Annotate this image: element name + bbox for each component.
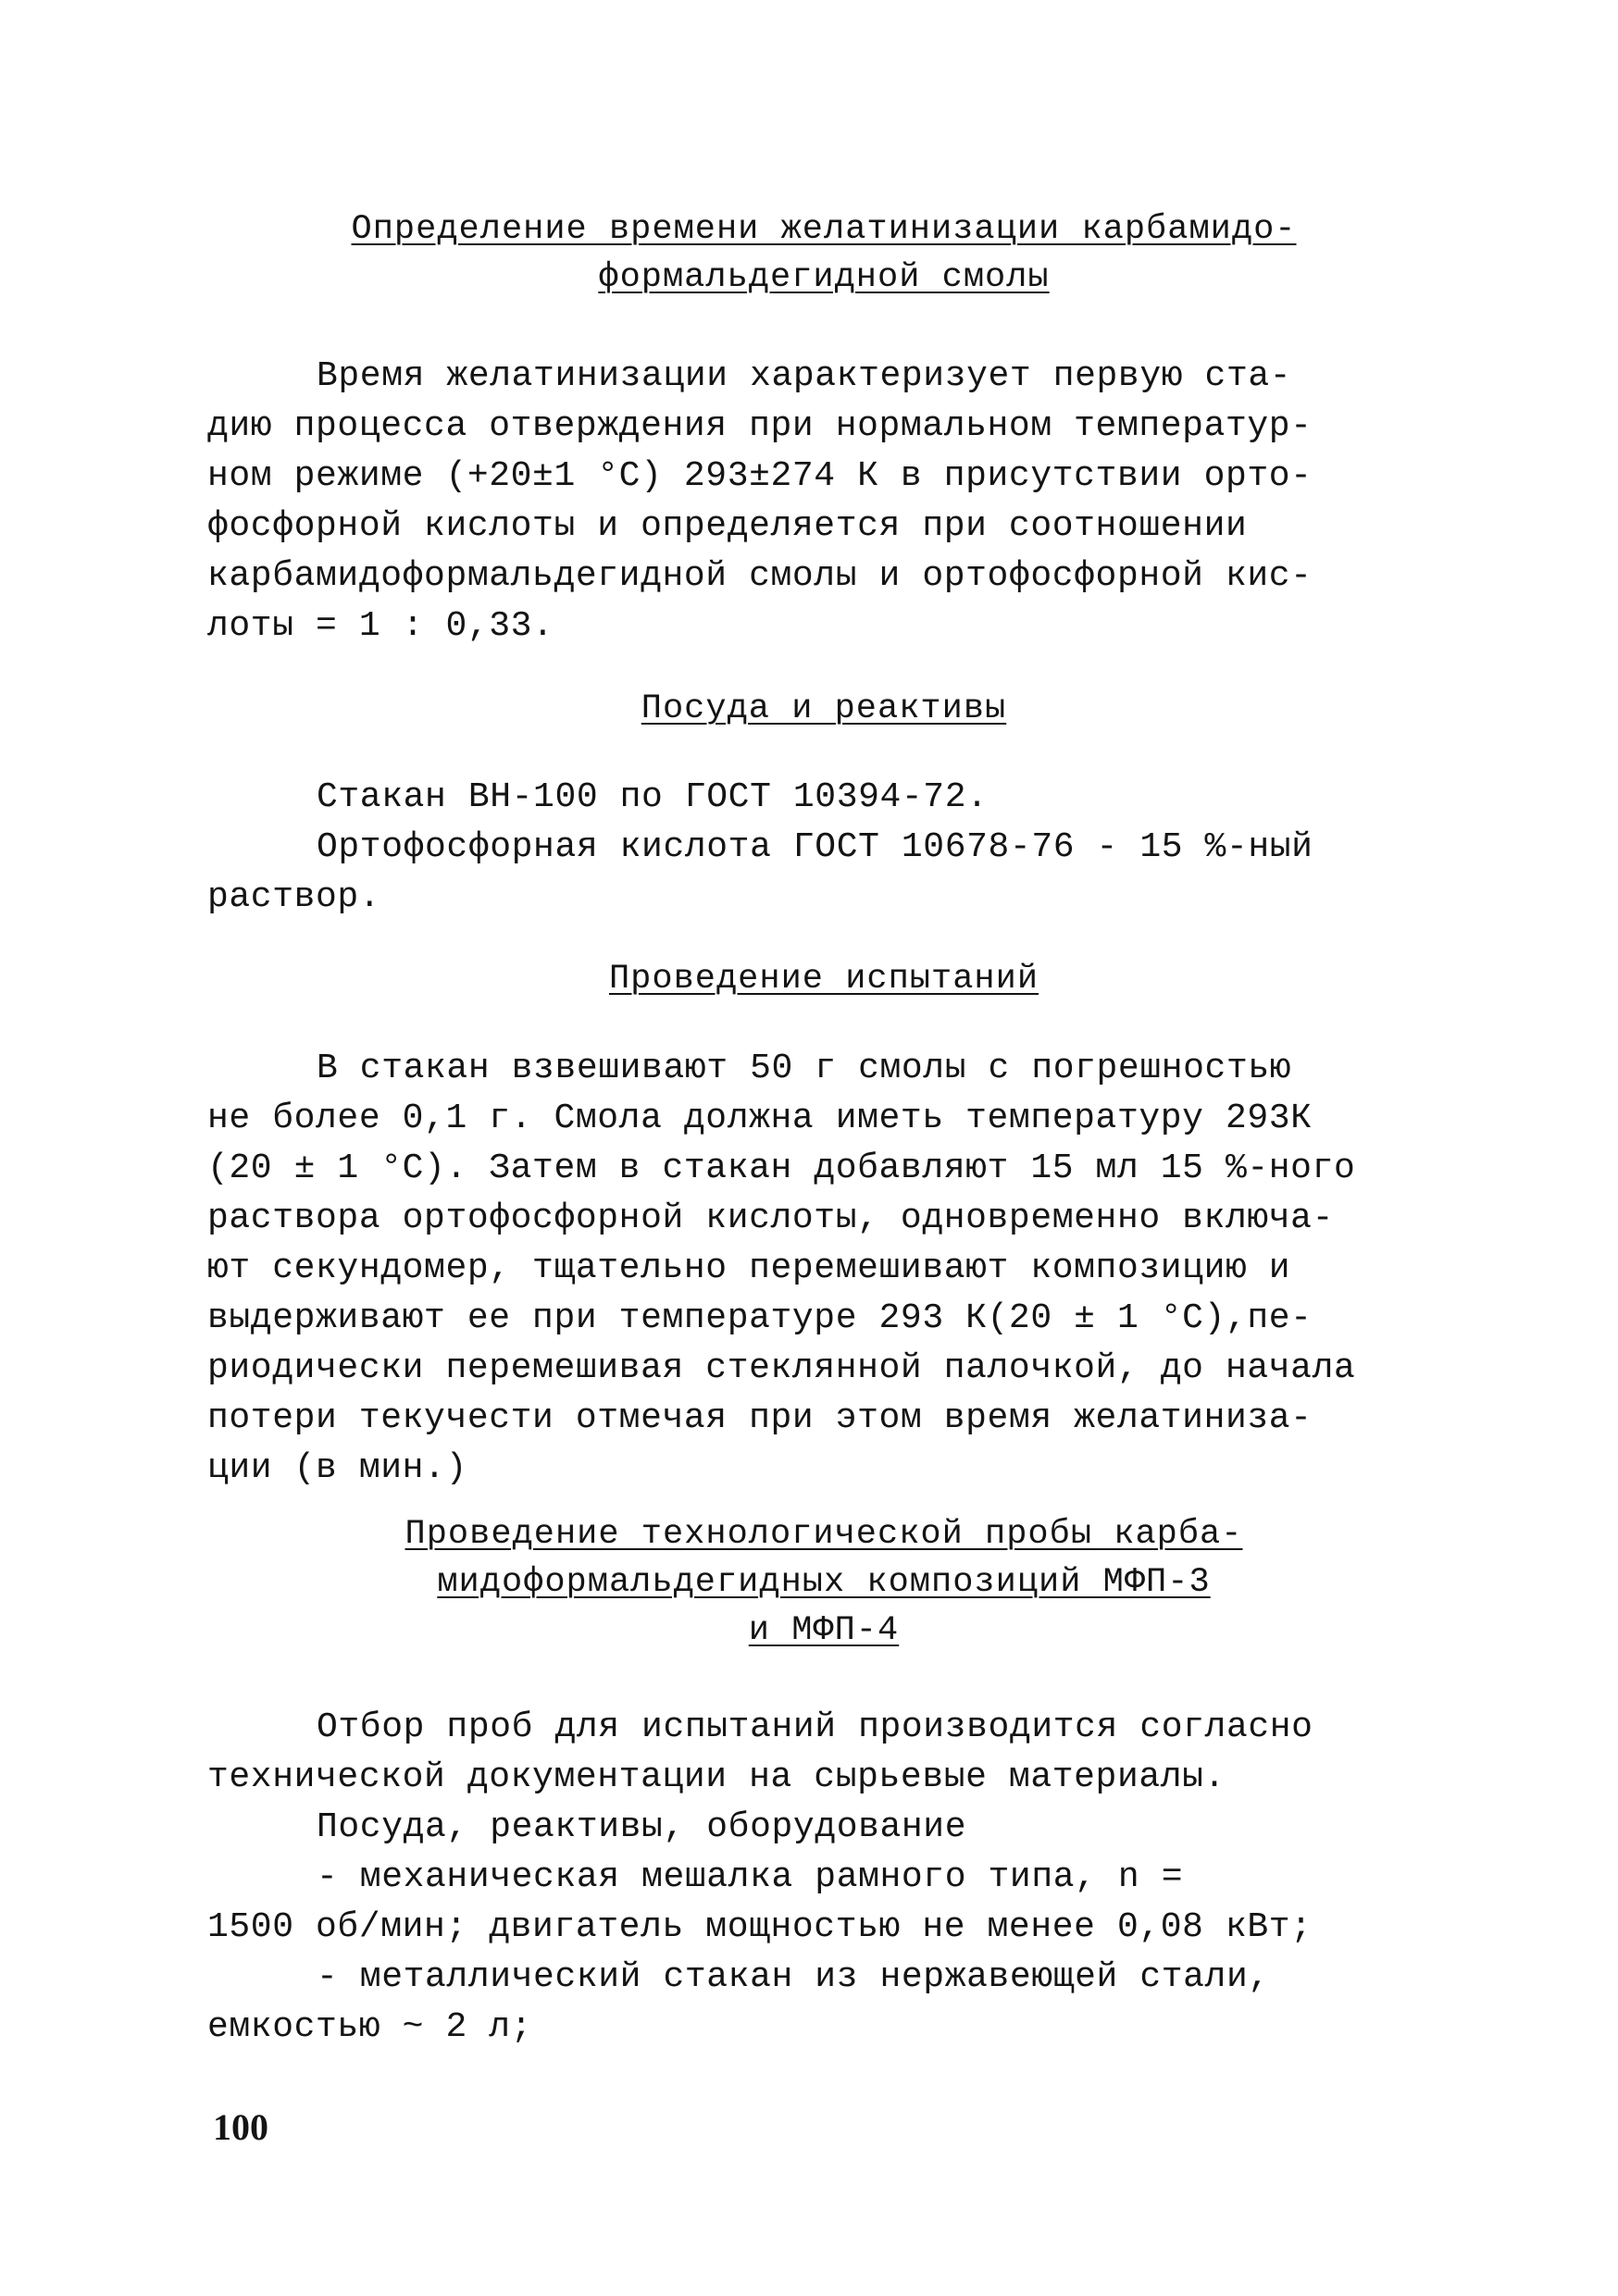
text-line: Время желатинизации характеризует первую ста- <box>317 356 1292 396</box>
text-line: емкостью ~ 2 л; <box>207 2007 533 2047</box>
text-line: карбамидоформальдегидной смолы и ортофосфорной кис- <box>207 556 1313 596</box>
text-line: (20 ± 1 °C). Затем в стакан добавляют 15 мл 15 %-ного <box>207 1148 1356 1188</box>
text-line: выдерживают ее при температуре 293 К(20 ± 1 °C),пе- <box>207 1298 1313 1338</box>
heading-line: Проведение испытаний <box>608 960 1039 999</box>
paragraph-glassware-list <box>207 773 1429 923</box>
heading-line: Посуда и реактивы <box>641 689 1007 728</box>
text-line: не более 0,1 г. Смола должна иметь температуру 293К <box>207 1098 1313 1138</box>
text-line: 1500 об/мин; двигатель мощностью не менее 0,08 кВт; <box>207 1907 1313 1947</box>
section-heading-gelation-time <box>278 205 1370 302</box>
text-line: дию процесса отверждения при нормальном температур- <box>207 406 1313 446</box>
text-line: раствора ортофосфорной кислоты, одновременно включа- <box>207 1198 1334 1238</box>
text-line: фосфорной кислоты и определяется при соотношении <box>207 506 1248 546</box>
heading-line: мидоформальдегидных композиций МФП-3 <box>437 1563 1211 1602</box>
text-line: Ортофосфорная кислота ГОСТ 10678-76 - 15 %-ный <box>317 827 1313 867</box>
section-heading-testing <box>426 955 1222 1003</box>
text-line: Посуда, реактивы, оборудование <box>317 1807 967 1847</box>
paragraph-testing-procedure <box>207 1044 1429 1494</box>
paragraph-gelation-definition <box>207 352 1429 652</box>
text-line: лоты = 1 : 0,33. <box>207 606 554 646</box>
heading-line: Определение времени желатинизации карбамидо- <box>351 210 1297 249</box>
text-line: ют секундомер, тщательно перемешивают композицию и <box>207 1248 1291 1288</box>
text-line: риодически перемешивая стеклянной палочкой, до начала <box>207 1348 1356 1388</box>
heading-line: Проведение технологической пробы карба- <box>404 1515 1243 1554</box>
text-line: технической документации на сырьевые материалы. <box>207 1757 1226 1797</box>
text-line: В стакан взвешивают 50 г смолы с погрешностью <box>317 1049 1292 1088</box>
page-number: 100 <box>213 2106 268 2148</box>
text-line: ном режиме (+20±1 °C) 293±274 К в присутствии орто- <box>207 456 1313 496</box>
text-line: потери текучести отмечая при этом время желатиниза- <box>207 1398 1313 1438</box>
section-heading-glassware-reagents <box>463 685 1185 733</box>
text-line: раствор. <box>207 877 381 917</box>
text-line: Стакан ВН-100 по ГОСТ 10394-72. <box>317 777 989 817</box>
section-heading-technological-test <box>315 1510 1333 1655</box>
heading-line: формальдегидной смолы <box>598 258 1050 297</box>
paragraph-sampling-equipment <box>207 1703 1429 2053</box>
text-line: ции (в мин.) <box>207 1448 467 1488</box>
heading-line: и МФП-4 <box>748 1611 900 1650</box>
text-line: - металлический стакан из нержавеющей стали, <box>317 1957 1270 1997</box>
text-line: Отбор проб для испытаний производится согласно <box>317 1707 1313 1747</box>
text-line: - механическая мешалка рамного типа, n = <box>317 1857 1184 1897</box>
